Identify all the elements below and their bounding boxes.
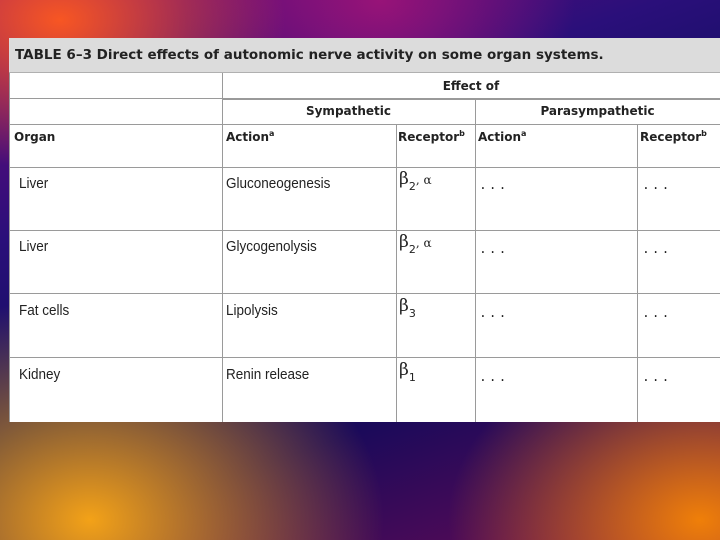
row-4-organ: Kidney <box>19 366 61 383</box>
rule-under-headers <box>9 167 720 168</box>
rule-under-groups <box>9 124 720 125</box>
table-title: TABLE 6–3 Direct effects of autonomic nerve activity on some organ systems. <box>9 38 720 73</box>
sympathetic-header: Sympathetic <box>305 104 392 118</box>
row-divider <box>9 293 720 294</box>
row-1-symp-action: Gluconeogenesis <box>226 175 331 192</box>
parasympathetic-receptor-header: Receptor$^b$ <box>640 129 707 144</box>
footnote-b: b <box>701 129 707 138</box>
row-2-para-receptor: ... <box>642 242 672 257</box>
sympathetic-receptor-header: Receptor$^b$ <box>398 129 465 144</box>
row-3-symp-receptor: $\beta_3$ <box>399 296 416 320</box>
row-4-symp-receptor: $\beta_1$ <box>399 360 416 384</box>
row-2-symp-action: Glycogenolysis <box>226 238 317 255</box>
row-1-para-action: ... <box>479 178 509 193</box>
column-divider <box>222 73 223 422</box>
row-4-para-action: ... <box>479 370 509 385</box>
row-2-para-action: ... <box>479 242 509 257</box>
row-3-symp-action: Lipolysis <box>226 302 278 319</box>
column-divider <box>637 124 638 422</box>
row-3-para-action: ... <box>479 306 509 321</box>
footnote-a: a <box>521 129 527 138</box>
row-4-symp-action: Renin release <box>226 366 310 383</box>
sympathetic-action-header: Action$^a$ <box>226 129 275 144</box>
row-1-symp-receptor: $\beta_2$, α <box>399 169 432 193</box>
parasympathetic-action-header: Action$^a$ <box>478 129 527 144</box>
effect-of-header: Effect of <box>442 79 500 93</box>
parasympathetic-header: Parasympathetic <box>540 104 655 118</box>
footnote-b: b <box>459 129 465 138</box>
row-4-para-receptor: ... <box>642 370 672 385</box>
row-2-symp-receptor: $\beta_2$, α <box>399 232 432 256</box>
row-divider <box>9 230 720 231</box>
row-3-organ: Fat cells <box>19 302 70 319</box>
organ-effects-table <box>9 38 720 422</box>
row-1-para-receptor: ... <box>642 178 672 193</box>
row-1-organ: Liver <box>19 175 49 192</box>
row-divider <box>9 357 720 358</box>
row-2-organ: Liver <box>19 238 49 255</box>
organ-header: Organ <box>14 130 56 144</box>
footnote-a: a <box>269 129 275 138</box>
column-divider <box>396 124 397 422</box>
row-3-para-receptor: ... <box>642 306 672 321</box>
column-divider <box>475 99 476 422</box>
table-left-border <box>9 73 10 422</box>
